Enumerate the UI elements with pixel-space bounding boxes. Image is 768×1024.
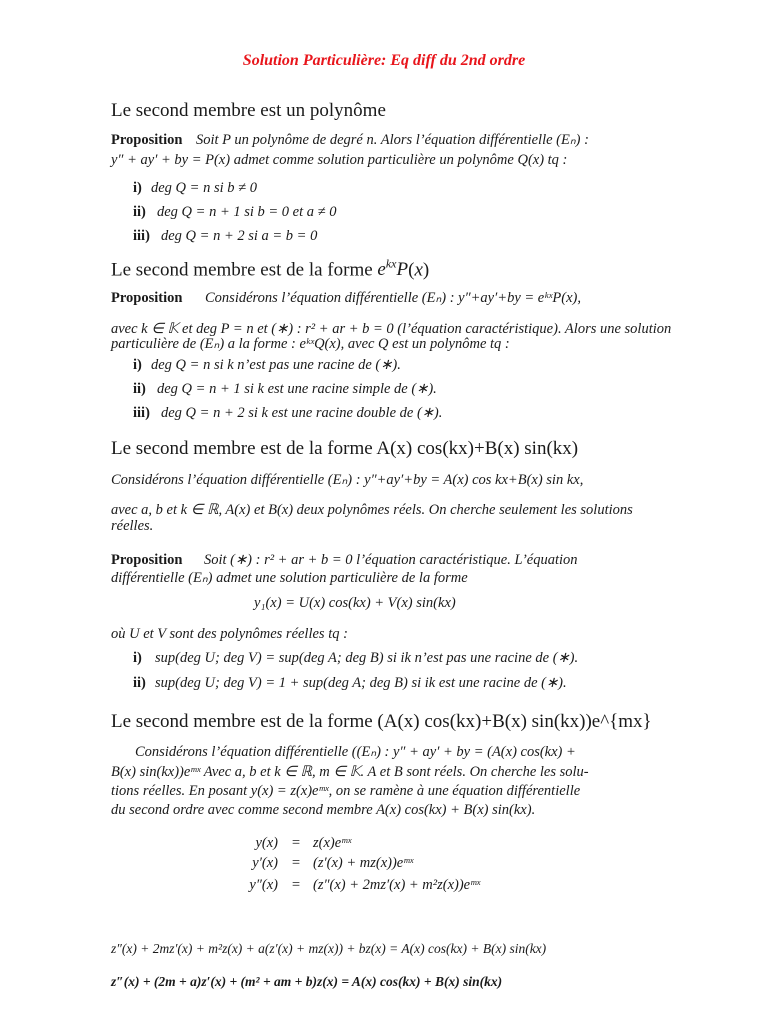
proposition-text: Considérons l’équation différentielle (Eₙ) : y″+ay′+by = eᵏˣP(x),: [205, 290, 581, 306]
equation-sign: =: [291, 835, 301, 851]
proposition-text: particulière de (Eₙ) a la forme : eᵏˣQ(x), avec Q est un polynôme tq :: [111, 336, 510, 352]
proposition-text: Soit P un polynôme de degré n. Alors l’équation différentielle (Eₙ) :: [196, 132, 589, 148]
equation-rhs: (z′(x) + mz(x))eᵐˣ: [313, 855, 414, 871]
equation-result: z″(x) + (2m + a)z′(x) + (m² + am + b)z(x) = A(x) cos(kx) + B(x) sin(kx): [111, 974, 503, 989]
equation-sign: =: [291, 877, 301, 893]
section-heading-exp-trigonometrique: Le second membre est de la forme (A(x) cos(kx)+B(x) sin(kx))e^{mx}: [111, 711, 652, 732]
list-item: deg Q = n si k n’est pas une racine de (∗).: [151, 357, 401, 373]
list-item-label: i): [133, 650, 142, 666]
proposition-label: Proposition: [111, 290, 183, 306]
list-item: deg Q = n + 2 si k est une racine double de (∗).: [161, 405, 443, 421]
list-item: deg Q = n + 2 si a = b = 0: [161, 228, 318, 244]
equation-lhs: y(x): [255, 835, 278, 851]
section-heading-polynome: Le second membre est un polynôme: [111, 100, 386, 121]
list-item-label: ii): [133, 675, 146, 691]
proposition-text: Soit (∗) : r² + ar + b = 0 l’équation caractéristique. L’équation: [204, 552, 578, 568]
list-item: sup(deg U; deg V) = 1 + sup(deg A; deg B) si ik est une racine de (∗).: [155, 675, 567, 691]
equation-sign: =: [291, 855, 301, 871]
section-heading-trigonometrique: Le second membre est de la forme A(x) cos(kx)+B(x) sin(kx): [111, 438, 579, 459]
formula: y₁(x) = U(x) cos(kx) + V(x) sin(kx): [254, 595, 456, 611]
equation: z″(x) + 2mz′(x) + m²z(x) + a(z′(x) + mz(x)) + bz(x) = A(x) cos(kx) + B(x) sin(kx): [111, 941, 547, 956]
paragraph: tions réelles. En posant y(x) = z(x)eᵐˣ, on se ramène à une équation différentielle: [111, 783, 581, 799]
list-item-label: i): [133, 180, 142, 196]
intro-text: avec a, b et k ∈ ℝ, A(x) et B(x) deux polynômes réels. On cherche seulement les solutions: [111, 502, 633, 518]
proposition-text: avec k ∈ 𝕂 et deg P = n et (∗) : r² + ar + b = 0 (l’équation caractéristique). Alors une solution: [111, 321, 672, 337]
paragraph: Considérons l’équation différentielle ((Eₙ) : y″ + ay′ + by = (A(x) cos(kx) +: [135, 744, 576, 760]
list-item-label: iii): [133, 405, 150, 421]
proposition-label: Proposition: [111, 552, 183, 568]
proposition-text: différentielle (Eₙ) admet une solution particulière de la forme: [111, 570, 468, 586]
equation-rhs: z(x)eᵐˣ: [313, 835, 352, 851]
list-item: sup(deg U; deg V) = sup(deg A; deg B) si ik n’est pas une racine de (∗).: [155, 650, 579, 666]
list-item: deg Q = n + 1 si k est une racine simple de (∗).: [157, 381, 437, 397]
section-heading-exponentielle: Le second membre est de la forme $e^{kx}P(x)$: [111, 257, 430, 281]
list-item: deg Q = n + 1 si b = 0 et a ≠ 0: [157, 204, 337, 220]
list-item: deg Q = n si b ≠ 0: [151, 180, 257, 196]
list-item-label: iii): [133, 228, 150, 244]
equation-rhs: (z″(x) + 2mz′(x) + m²z(x))eᵐˣ: [313, 877, 481, 893]
intro-text: Considérons l’équation différentielle (Eₙ) : y″+ay′+by = A(x) cos kx+B(x) sin kx,: [111, 472, 584, 488]
paragraph: où U et V sont des polynômes réelles tq :: [111, 626, 348, 642]
page-title: Solution Particulière: Eq diff du 2nd ordre: [242, 52, 526, 69]
list-item-label: i): [133, 357, 142, 373]
paragraph: B(x) sin(kx))eᵐˣ Avec a, b et k ∈ ℝ, m ∈ 𝕂. A et B sont réels. On cherche les solu-: [111, 764, 589, 780]
list-item-label: ii): [133, 204, 146, 220]
paragraph: du second ordre avec comme second membre A(x) cos(kx) + B(x) sin(kx).: [111, 802, 536, 818]
equation-lhs: y′(x): [252, 855, 278, 871]
equation-lhs: y″(x): [249, 877, 278, 893]
list-item-label: ii): [133, 381, 146, 397]
proposition-label: Proposition: [111, 132, 183, 148]
proposition-text: y″ + ay′ + by = P(x) admet comme solution particulière un polynôme Q(x) tq :: [111, 152, 568, 168]
intro-text: réelles.: [111, 518, 154, 534]
